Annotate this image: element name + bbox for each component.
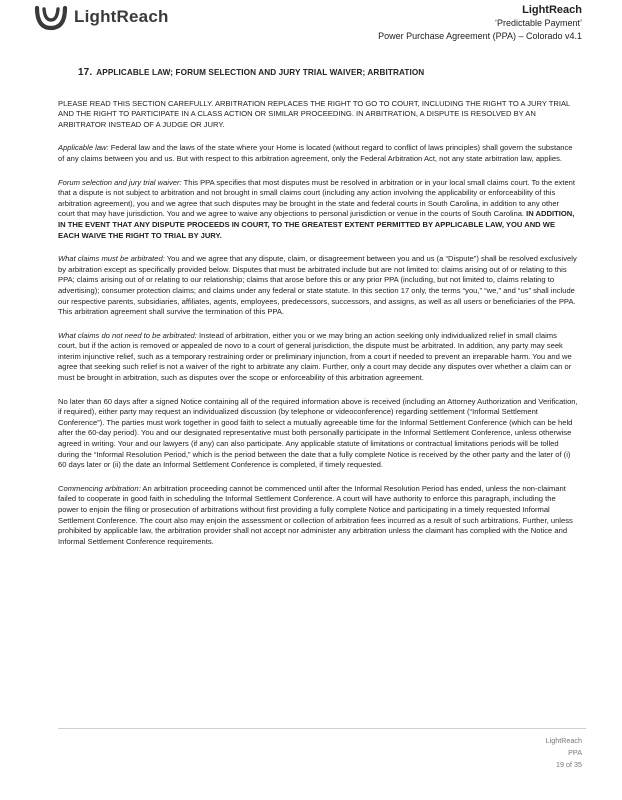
section-number: 17. <box>78 67 93 78</box>
lightreach-logo <box>34 2 169 32</box>
lightreach-logo-icon <box>34 2 68 32</box>
section-title: APPLICABLE LAW; FORUM SELECTION AND JURY TRIAL WAIVER; ARBITRATION <box>96 68 425 77</box>
document-body <box>58 68 578 560</box>
footer-brand: LightReach <box>545 736 582 745</box>
forum-selection-paragraph <box>58 178 578 242</box>
claims-not-arbitrated-body: Instead of arbitration, either you or we may bring an action seeking only individualized relief in small claims court, but if the action is removed or appealed de novo to a court of general jurisdiction, the dispute must be arbitrated. In addition, any party may seek interim injunctive relief, such as a temporary restraining order or preliminary injunction, from a court if needed to prevent an irreparable harm. You and we agree that seeking such relief is not a waiver of the right to arbitrate any claim. Further, only a court may decide any disputes over whether a claim can or must be brought in arbitration, such as disputes over the scope or enforceability of this arbitration agreement. <box>58 330 572 383</box>
document-header <box>378 4 582 43</box>
settlement-conference-paragraph: No later than 60 days after a signed Notice containing all of the required information above is received (including an Attorney Authorization and Verification, if required), either party may request an individualized discussion (by telephone or videoconference) regarding settlement (“Informal Settlement Conference”). The parties must work together in good faith to select a mutually agreeable time for the Informal Settlement Conference (which can be held after the 60-day period). You and our designated representative must both personally participate in the Informal Settlement Conference, unless otherwise agreed in writing. Your and our lawyers (if any) can also participate. Any applicable statute of limitations or contractual limitations periods will be tolled during the “Informal Resolution Period,” which is the period between the date that a fully complete Notice is received by the other party and the later of (i) 60 days later or (ii) the date an Informal Settlement Conference is completed, if timely requested. <box>58 396 578 470</box>
commencing-arbitration-lead: Commencing arbitration: <box>58 483 141 493</box>
section-heading <box>78 68 578 79</box>
claims-not-arbitrated-paragraph <box>58 331 578 384</box>
claims-not-arbitrated-lead: What claims do not need to be arbitrated: <box>58 330 197 340</box>
commencing-arbitration-body: An arbitration proceeding cannot be commenced until after the Informal Resolution Period has ended, unless the non-claimant failed to cooperate in good faith in scheduling the Informal Settlement Conference. A court will have authority to enforce this paragraph, including the power to enjoin the filing or prosecution of arbitrations without first providing a fully complete Notice and participating in a timely requested Informal Settlement Conference. The court also may enjoin the assessment or collection of arbitration fees incurred as a result of such arbitrations. Further, unless prohibited by applicable law, the arbitration provider shall not accept nor administer any arbitration unless the claimant has complied with the Notice and Informal Settlement Conference requirements. <box>58 483 573 546</box>
document-footer <box>546 735 582 771</box>
header-brand: LightReach <box>522 4 582 16</box>
claims-arbitrated-paragraph <box>58 254 578 318</box>
commencing-arbitration-paragraph <box>58 484 578 548</box>
forum-selection-lead: Forum selection and jury trial waiver: <box>58 177 182 187</box>
applicable-law-body: Federal law and the laws of the state where your Home is located (without regard to conflict of laws principles) shall govern the substance of any claims between you and us. But with respect to this arbitration agreement, only the Federal Arbitration Act, not any state arbitration law, applies. <box>58 143 573 163</box>
applicable-law-lead: Applicable law: <box>58 143 109 153</box>
page-number: 19 of 35 <box>556 760 582 769</box>
footer-doc: PPA <box>568 748 582 757</box>
claims-arbitrated-lead: What claims must be arbitrated: <box>58 254 165 264</box>
footer-divider <box>58 728 586 729</box>
claims-arbitrated-body: You and we agree that any dispute, claim, or disagreement between you and us (a “Dispute”) shall be resolved exclusively by arbitration except as specifically provided below. Disputes that must be arbitrated include but are not limited to: claims arising out of or relating to this PPA; claims arising out of or relating to our relationship; claims that arose before this or any prior PPA (including, but not limited to, claims relating to advertising); consumer protection claims; and claims under any federal or state statute. In this section 17 only, the terms “you,” “we,” and “us” shall include our respective parents, subsidiaries, affiliates, agents, employees, predecessors, successors, and assigns, as well as all users or beneficiaries of the PPA. This arbitration agreement shall survive the termination of this PPA. <box>58 254 577 317</box>
applicable-law-paragraph <box>58 143 578 164</box>
header-subtitle: ‘Predictable Payment’ <box>494 18 582 28</box>
forum-selection-body: This PPA specifies that most disputes must be resolved in arbitration or in your local small claims court. To the extent that a dispute is not subject to arbitration and not brought in small claims court (including any action involving the applicability or enforceability of this arbitration agreement), you and we agree that such disputes may be brought in the state and federal courts in South Carolina, in addition to any other court that may have jurisdiction. You and we agree to waive any objections to personal jurisdiction or venue in the courts of South Carolina. <box>58 177 576 219</box>
arbitration-notice-paragraph: PLEASE READ THIS SECTION CAREFULLY. ARBITRATION REPLACES THE RIGHT TO GO TO COURT, INCLUDING THE RIGHT TO A JURY TRIAL AND THE RIGHT TO PARTICIPATE IN A CLASS ACTION OR SIMILAR PROCEEDING. IN ARBITRATION, A DISPUTE IS RESOLVED BY AN ARBITRATOR INSTEAD OF A JUDGE OR JURY. <box>58 98 571 129</box>
logo-text: LightReach <box>74 7 169 26</box>
jury-waiver-bold: IN ADDITION, IN THE EVENT THAT ANY DISPUTE PROCEEDS IN COURT, TO THE GREATEST EXTENT PERMITTED BY APPLICABLE LAW, YOU AND WE EACH WAIVE THE RIGHT TO TRIAL BY JURY. <box>58 209 575 240</box>
header-doc-title: Power Purchase Agreement (PPA) – Colorado v4.1 <box>378 31 582 41</box>
